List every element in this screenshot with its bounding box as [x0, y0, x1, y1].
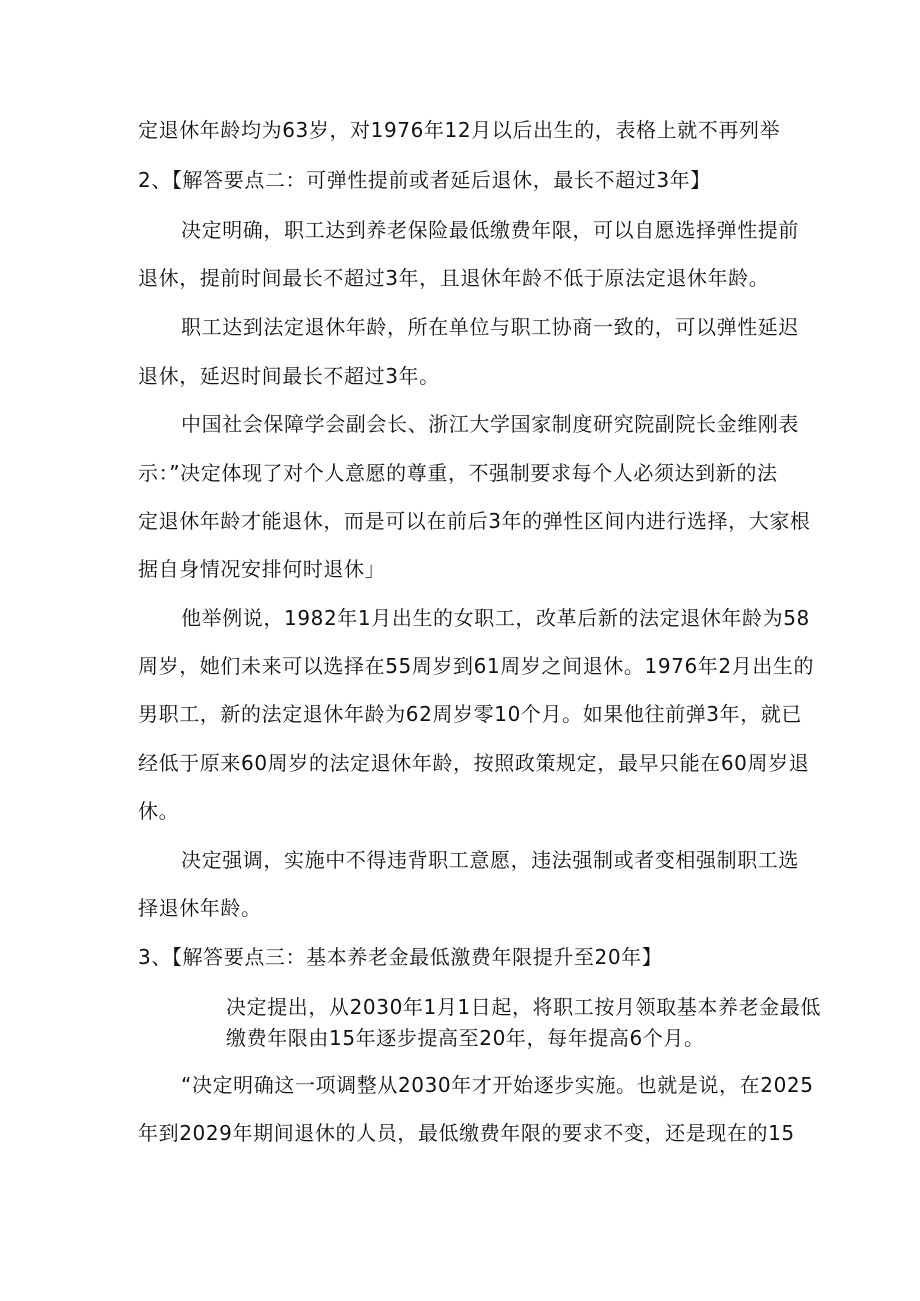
text-line: 男职工，新的法定退休年龄为62周岁零10个月。如果他往前弹3年，就已 [138, 702, 803, 726]
text-line: 中国社会保障学会副会长、浙江大学国家制度研究院副院长金维刚表 [181, 412, 799, 436]
text-line: 示：”决定体现了对个人意愿的尊重，不强制要求每个人必须达到新的法 [138, 461, 778, 485]
text-line: 他举例说，1982年1月出生的女职工，改革后新的法定退休年龄为58 [181, 606, 810, 630]
text-line: 经低于原来60周岁的法定退休年龄，按照政策规定，最早只能在60周岁退 [138, 751, 810, 775]
text-line: 择退休年龄。 [138, 896, 262, 920]
text-line: 退休，延迟时间最长不超过3年。 [138, 364, 440, 388]
text-line: 定退休年龄才能退休，而是可以在前后3年的弹性区间内进行选择，大家根 [138, 509, 811, 533]
text-line: 年到2029年期间退休的人员，最低缴费年限的要求不变，还是现在的15 [138, 1121, 795, 1145]
text-line: 职工达到法定退休年龄，所在单位与职工协商一致的，可以弹性延迟 [181, 315, 799, 339]
text-line: 周岁，她们未来可以选择在55周岁到61周岁之间退休。1976年2月出生的 [138, 654, 815, 678]
text-line: 定退休年龄均为63岁，对1976年12月以后出生的，表格上就不再列举 [138, 118, 781, 142]
text-line: 缴费年限由15年逐步提高至20年，每年提高6个月。 [226, 1026, 705, 1050]
text-line: 决定提出，从2030年1月1日起，将职工按月领取基本养老金最低 [226, 995, 821, 1019]
text-line: 休。 [138, 799, 180, 823]
section-heading: 2、【解答要点二：可弹性提前或者延后退休，最长不超过3年】 [138, 168, 711, 192]
text-line: 决定明确，职工达到养老保险最低缴费年限，可以自愿选择弹性提前 [181, 218, 799, 242]
text-line: 决定强调，实施中不得违背职工意愿，违法强制或者变相强制职工选 [181, 848, 799, 872]
text-line: “决定明确这一项调整从2030年才开始逐步实施。也就是说，在2025 [181, 1073, 814, 1097]
section-heading: 3、【解答要点三：基本养老金最低激费年限提升至20年】 [138, 945, 663, 969]
text-line: 退休，提前时间最长不超过3年，且退休年龄不低于原法定退休年龄。 [138, 266, 770, 290]
text-line: 据自身情况安排何时退休」 [138, 557, 386, 581]
